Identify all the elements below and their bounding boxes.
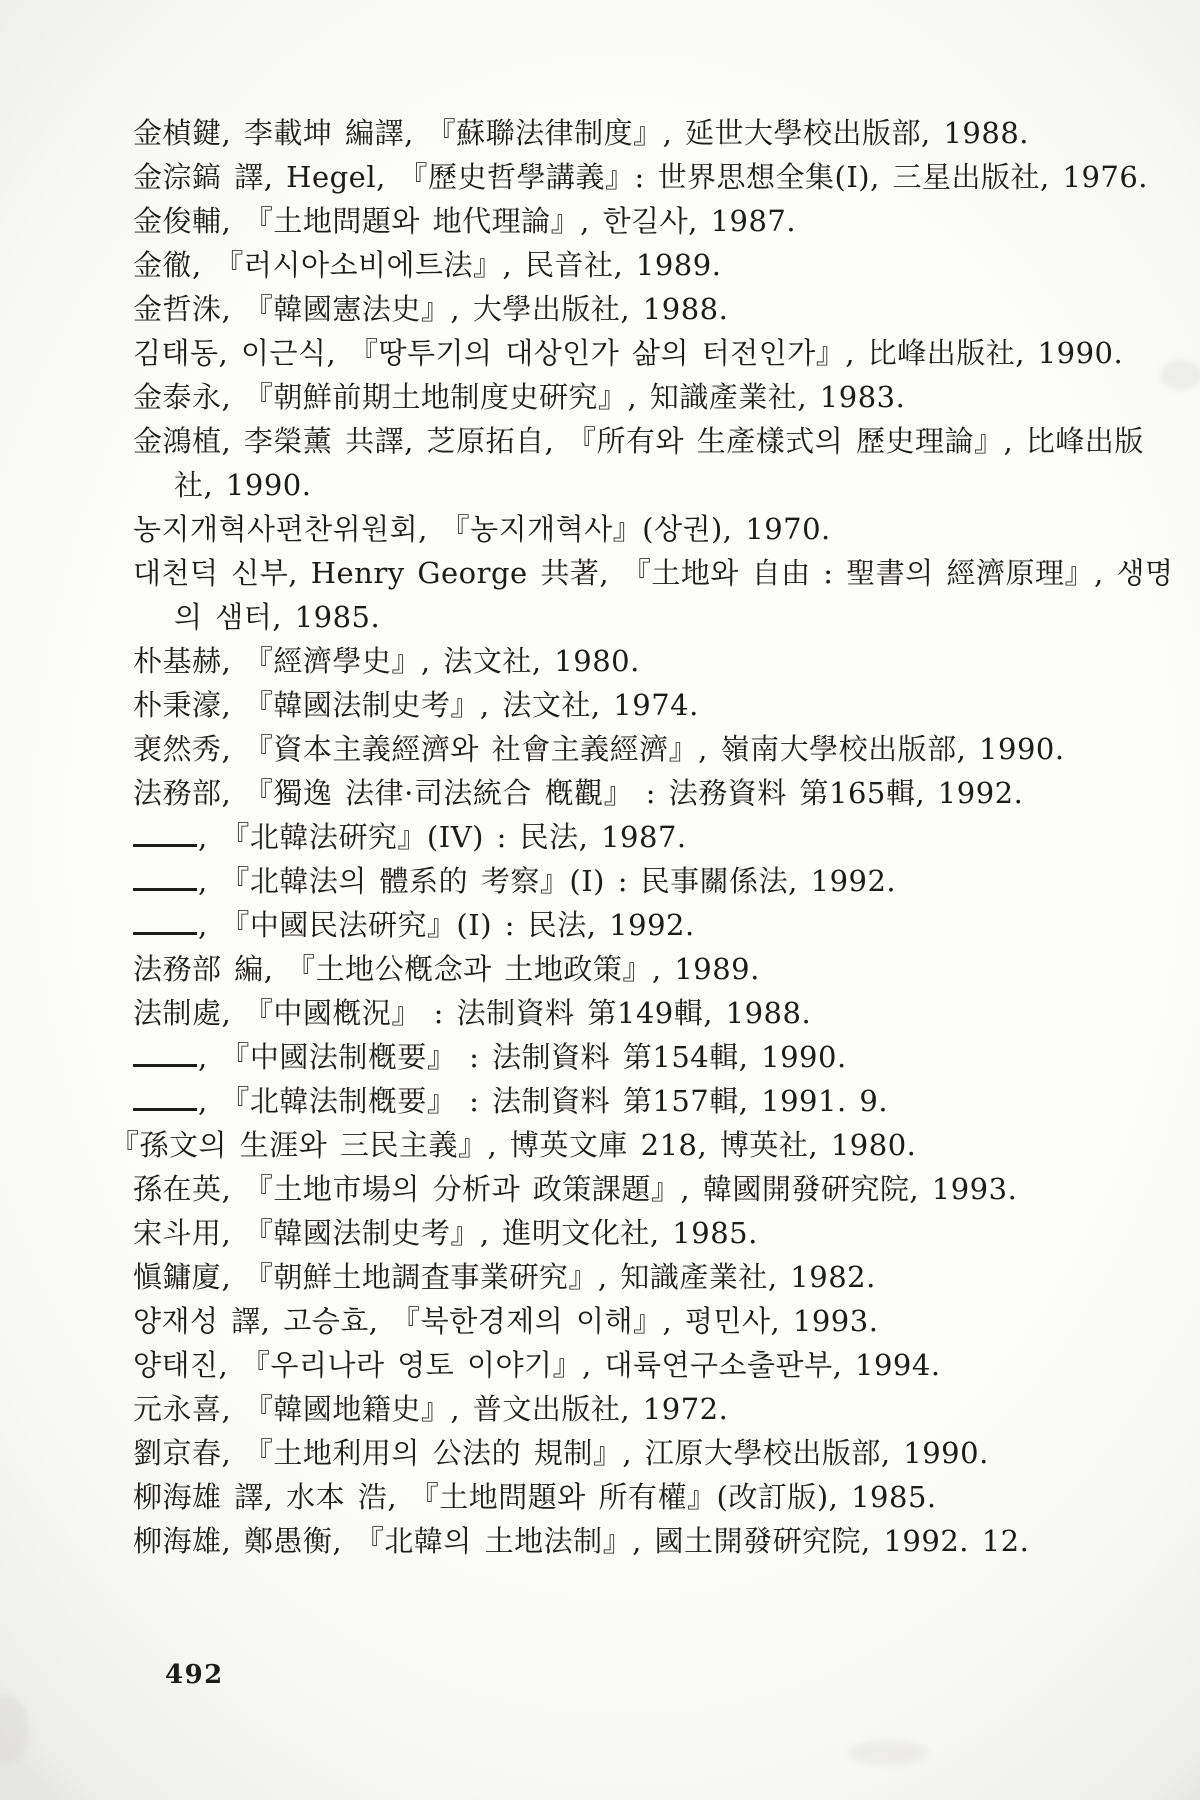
bib-entry: 社, 1990. — [174, 468, 312, 502]
bib-entry: 柳海雄 譯, 水本 浩, 『土地問題와 所有權』(改訂版), 1985. — [133, 1480, 937, 1514]
bib-entry: 金鴻植, 李榮薰 共譯, 芝原拓自, 『所有와 生產樣式의 歷史理論』, 比峰出版 — [133, 424, 1144, 458]
bib-entry: 元永喜, 『韓國地籍史』, 普文出版社, 1972. — [133, 1392, 729, 1426]
bib-entry: 金俊輔, 『土地問題와 地代理論』, 한길사, 1987. — [133, 204, 797, 238]
bib-entry: 愼鏞廈, 『朝鮮土地調査事業硏究』, 知識產業社, 1982. — [133, 1260, 876, 1294]
bib-entry: 金哲洙, 『韓國憲法史』, 大學出版社, 1988. — [133, 292, 729, 326]
repeated-author-underline — [133, 840, 197, 847]
repeated-author-underline — [133, 928, 197, 935]
bib-entry: 『孫文의 生涯와 三民主義』, 博英文庫 218, 博英社, 1980. — [110, 1128, 917, 1162]
bibliography-list — [110, 111, 1174, 1563]
bib-entry: 金淙鎬 譯, Hegel, 『歷史哲學講義』: 世界思想全集(I), 三星出版社, 1976. — [133, 160, 1149, 194]
bib-entry: 朴秉濠, 『韓國法制史考』, 法文社, 1974. — [133, 688, 699, 722]
bib-entry: 金泰永, 『朝鮮前期土地制度史硏究』, 知識產業社, 1983. — [133, 380, 906, 414]
bib-entry: 柳海雄, 鄭愚衡, 『北韓의 土地法制』, 國土開發硏究院, 1992. 12. — [133, 1524, 1030, 1558]
page-number: 492 — [165, 1660, 224, 1690]
repeated-author-underline — [133, 884, 197, 891]
bib-entry: , 『北韓法制槪要』 : 法制資料 第157輯, 1991. 9. — [133, 1079, 1174, 1123]
bib-entry: 양재성 譯, 고승효, 『북한경제의 이해』, 평민사, 1993. — [133, 1304, 879, 1338]
bib-entry: , 『中國民法硏究』(I) : 民法, 1992. — [133, 903, 1174, 947]
bib-entry: 法務部 編, 『土地公槪念과 土地政策』, 1989. — [133, 952, 760, 986]
bib-entry: 裵然秀, 『資本主義經濟와 社會主義經濟』, 嶺南大學校出版部, 1990. — [133, 732, 1065, 766]
repeated-author-underline — [133, 1104, 197, 1111]
bib-entry: 의 샘터, 1985. — [174, 600, 381, 634]
bib-entry: 宋斗用, 『韓國法制史考』, 進明文化社, 1985. — [133, 1216, 758, 1250]
scan-smudge — [1160, 360, 1200, 390]
bib-entry: , 『北韓法의 體系的 考察』(I) : 民事關係法, 1992. — [133, 859, 1174, 903]
bib-entry: 孫在英, 『土地市場의 分析과 政策課題』, 韓國開發硏究院, 1993. — [133, 1172, 1018, 1206]
bib-entry: 金徹, 『러시아소비에트法』, 民音社, 1989. — [133, 248, 722, 282]
repeated-author-underline — [133, 1060, 197, 1067]
bib-entry: , 『中國法制槪要』 : 法制資料 第154輯, 1990. — [133, 1035, 1174, 1079]
bib-entry: 김태동, 이근식, 『땅투기의 대상인가 삶의 터전인가』, 比峰出版社, 1990. — [133, 336, 1124, 370]
bib-entry: 劉京春, 『土地利用의 公法的 規制』, 江原大學校出版部, 1990. — [133, 1436, 989, 1470]
bib-entry: 양태진, 『우리나라 영토 이야기』, 대륙연구소출판부, 1994. — [133, 1348, 941, 1382]
bib-entry: 法務部, 『獨逸 法律·司法統合 槪觀』 : 法務資料 第165輯, 1992. — [133, 776, 1024, 810]
bib-entry: 대천덕 신부, Henry George 共著, 『土地와 自由 : 聖書의 經濟原理』, 생명 — [133, 556, 1174, 590]
bib-entry: , 『北韓法硏究』(IV) : 民法, 1987. — [133, 815, 1174, 859]
scan-smudge — [0, 1695, 30, 1765]
bib-entry: 金楨鍵, 李載坤 編譯, 『蘇聯法律制度』, 延世大學校出版部, 1988. — [133, 116, 1029, 150]
bib-entry: 농지개혁사편찬위원회, 『농지개혁사』(상권), 1970. — [133, 512, 831, 546]
bib-entry: 法制處, 『中國槪況』 : 法制資料 第149輯, 1988. — [133, 996, 812, 1030]
bib-entry: 朴基赫, 『經濟學史』, 法文社, 1980. — [133, 644, 640, 678]
scan-smudge — [848, 1740, 928, 1766]
